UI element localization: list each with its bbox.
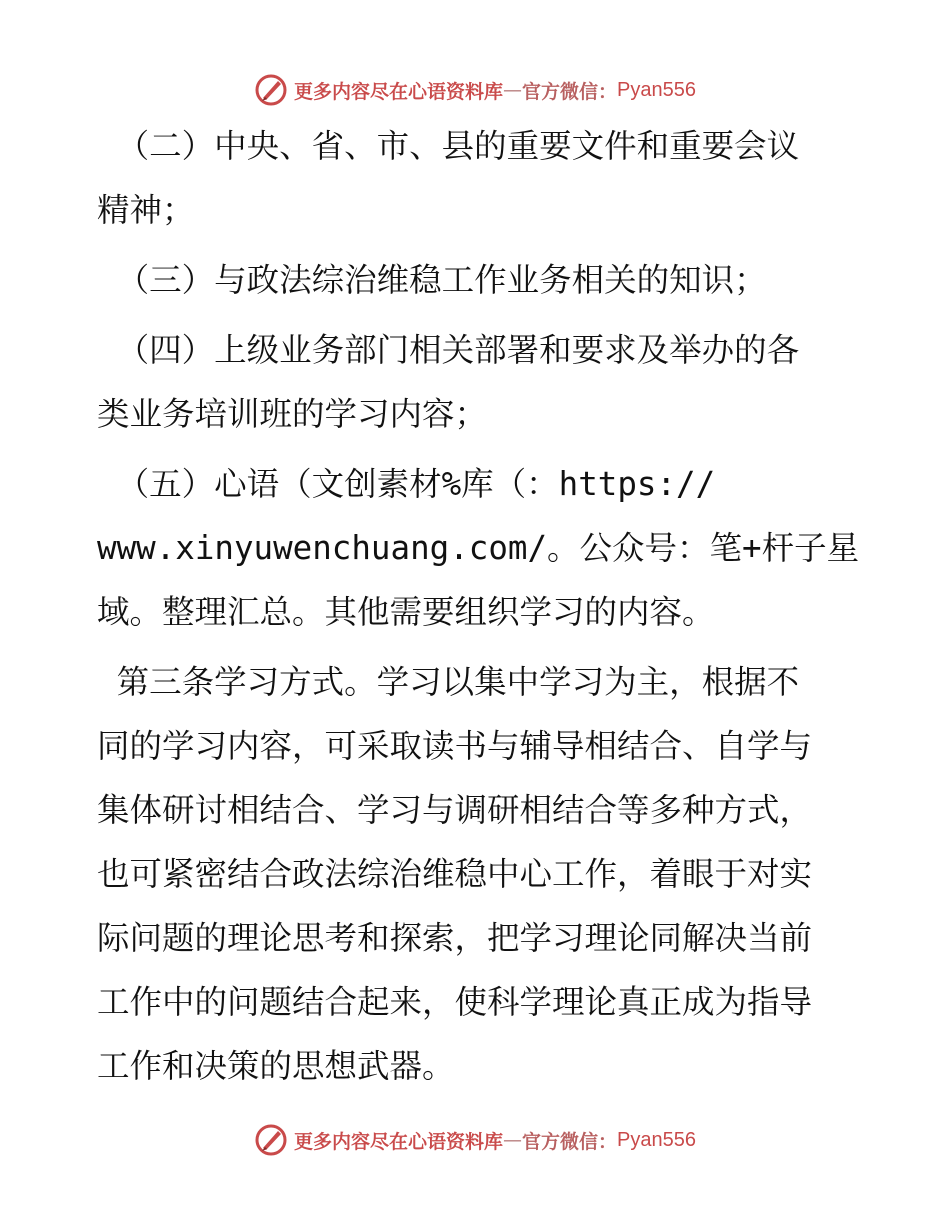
text-line: 第三条学习方式。学习以集中学习为主，根据不 (97, 663, 800, 701)
header-site-text: 更多内容尽在心语资料库 (294, 80, 504, 103)
text-line: 域。整理汇总。其他需要组织学习的内容。 (97, 593, 715, 631)
paragraph-item-3 (97, 248, 857, 312)
header-wechat-id: Pyan556 (617, 78, 696, 101)
text-line: （二）中央、省、市、县的重要文件和重要会议 (97, 127, 800, 165)
header-dash: — (503, 79, 523, 101)
text-line: （五）心语（文创素材%库（：https:// (97, 465, 716, 503)
header-wechat-label: 官方微信： (522, 80, 618, 103)
footer-wechat-label: 官方微信： (522, 1130, 618, 1153)
text-line: 工作和决策的思想武器。 (97, 1047, 455, 1085)
text-line: 同的学习内容，可采取读书与辅导相结合、自学与 (97, 727, 813, 765)
paragraph-item-5 (97, 452, 860, 644)
text-line: www.xinyuwenchuang.com/。公众号：笔+杆子星 (97, 529, 860, 567)
text-line: 精神； (97, 191, 195, 229)
header-banner (0, 70, 950, 110)
text-line: 也可紧密结合政法综治维稳中心工作，着眼于对实 (97, 855, 813, 893)
text-line: （四）上级业务部门相关部署和要求及举办的各 (97, 331, 800, 369)
text-line: 类业务培训班的学习内容； (97, 395, 488, 433)
footer-wechat-id: Pyan556 (617, 1128, 696, 1151)
footer-banner (0, 1120, 950, 1160)
footer-site-text: 更多内容尽在心语资料库 (294, 1130, 504, 1153)
paragraph-article-3 (97, 650, 857, 1098)
footer-dash: — (503, 1129, 523, 1151)
document-body (97, 114, 860, 1098)
paragraph-item-4 (97, 318, 857, 446)
text-line: 工作中的问题结合起来，使科学理论真正成为指导 (97, 983, 813, 1021)
text-line: 际问题的理论思考和探索，把学习理论同解决当前 (97, 919, 813, 957)
quill-pen-logo-icon (254, 1123, 288, 1157)
text-line: 集体研讨相结合、学习与调研相结合等多种方式， (97, 791, 813, 829)
quill-pen-logo-icon (254, 73, 288, 107)
text-line: （三）与政法综治维稳工作业务相关的知识； (97, 261, 767, 299)
paragraph-item-2 (97, 114, 857, 242)
